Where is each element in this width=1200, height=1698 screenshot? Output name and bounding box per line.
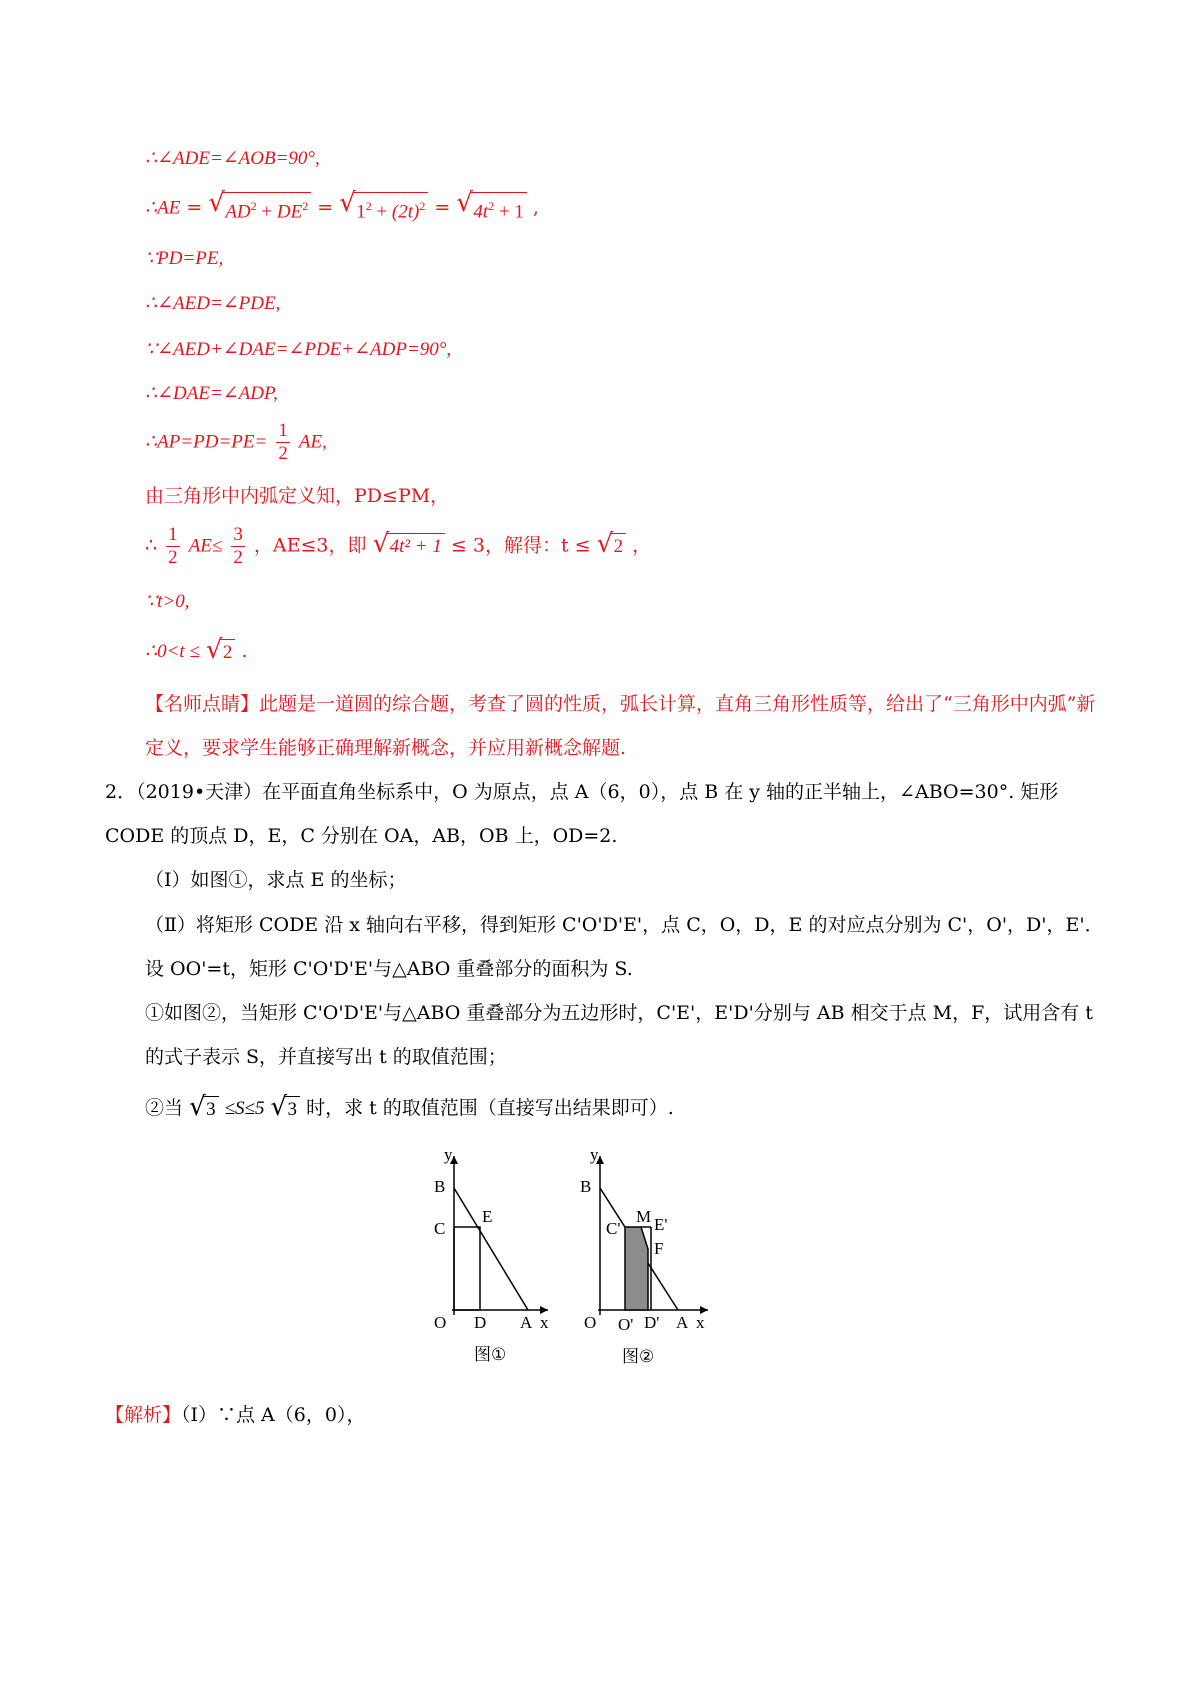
fig1-label-A: A [520,1313,533,1332]
solution-line-2: ∴AE = √ $AD^2 + DE^2$ = √ $1^2 + (2t)^2$ = √ $4t^2 + 1$ , [145,192,539,225]
fig2-label-O: O [584,1313,597,1332]
fig2-label-F: F [654,1239,664,1258]
problem-2-sub2: ②当 √ 3 ≤S≤5 √ 3 时，求 t 的取值范围（直接写出结果即可）. [145,1091,674,1122]
fraction-half-2: $\frac{1}{2}$ [168,524,178,568]
sqrt-ad-de: √ $AD^2 + DE^2$ [208,192,311,225]
figure-2 [580,1145,708,1367]
solution-line-9: ∴ $\frac{1}{2}$ AE≤ $\frac{3}{2}$ ，AE≤3，即 √ 4t² + 1 ≤ 3，解得：t ≤ √ 2 ， [145,524,652,568]
problem-2-intro: 2．（2019•天津）在平面直角坐标系中，O 为原点，点 A（6，0），点 B 在 y 轴的正半轴上，∠ABO=30°. 矩形 CODE 的顶点 D，E，C 分别在 OA，AB，OB 上，OD=2. [105,781,1059,847]
teacher-comment: 【名师点睛】此题是一道圆的综合题，考查了圆的性质，弧长计算，直角三角形性质等，给出了“三角形中内弧”新定义，要求学生能够正确理解新概念，并应用新概念解题. [145,693,1096,759]
sqrt-2-b: √ 2 [206,639,236,666]
fig2-label-B: B [580,1177,592,1196]
fraction-half: $\frac{1}{2}$ [278,420,288,464]
solution-line-1: ∴∠ADE=∠AOB=90°, [145,148,320,169]
problem-2-sub1: ①如图②，当矩形 C'O'D'E'与△ABO 重叠部分为五边形时，C'E'，E'D'分别与 AB 相交于点 M，F，试用含有 t 的式子表示 S，并直接写出 t 的取值范围； [145,1002,1093,1068]
sqrt-4t2: √ $4t^2 + 1$ [456,192,527,225]
fig1-label-E: E [482,1207,493,1226]
solution-line-4: ∴∠AED=∠PDE, [145,293,281,314]
fig2-label-Cp: C' [606,1219,621,1238]
sqrt-1-2t: √ $1^2 + (2t)^2$ [339,192,428,225]
fig2-label-A: A [676,1313,689,1332]
solution-line-8: 由三角形中内弧定义知，PD≤PM， [145,485,450,507]
figures [434,1145,760,1374]
fig1-label-D: D [474,1313,487,1332]
sqrt-4t2-1: √ 4t² + 1 [373,533,445,560]
geometry-figures [434,1145,760,1370]
fig1-label-y: y [444,1145,453,1164]
solution-line-6: ∴∠DAE=∠ADP, [145,383,278,404]
problem-2-part1: （Ⅰ）如图①，求点 E 的坐标； [145,869,407,891]
solution-line-10: ∵t>0, [145,591,190,612]
fraction-three-halves: $\frac{3}{2}$ [233,524,243,568]
fig1-label-x: x [540,1313,549,1332]
solution-line-3: ∵PD=PE, [145,248,224,269]
fig2-label-M: M [636,1207,652,1226]
fig1-label-C: C [434,1219,446,1238]
fig1-label-O: O [434,1313,447,1332]
figure-1 [434,1145,549,1365]
solution-line-11: ∴0<t ≤ √ 2 . [145,634,248,665]
fig2-label-Dp: D' [644,1313,660,1332]
analysis-tag: 【解析】（Ⅰ）∵点 A（6，0）， [105,1404,366,1426]
fig2-label-x: x [696,1313,705,1332]
solution-line-5: ∵∠AED+∠DAE=∠PDE+∠ADP=90°, [145,339,452,360]
sqrt-3-b: √ 3 [271,1096,301,1123]
fig2-label-Ep: E' [654,1215,668,1234]
fig2-label-Op: O' [618,1315,634,1334]
fig2-caption: 图② [622,1347,655,1367]
analysis-line [105,1402,365,1428]
sqrt-2: √ 2 [597,533,627,560]
sqrt-3-a: √ 3 [189,1096,219,1123]
fig1-caption: 图① [474,1345,507,1365]
solution-line-7: ∴AP=PD=PE= $\frac{1}{2}$ AE, [145,420,327,464]
problem-2-part2: （Ⅱ）将矩形 CODE 沿 x 轴向右平移，得到矩形 C'O'D'E'，点 C，O，D，E 的对应点分别为 C'，O'，D'，E'．设 OO'=t，矩形 C'O'D'E'与△ABO 重叠部分的面积为 S. [145,914,1104,980]
fig1-label-B: B [434,1177,446,1196]
fig2-label-y: y [590,1145,599,1164]
